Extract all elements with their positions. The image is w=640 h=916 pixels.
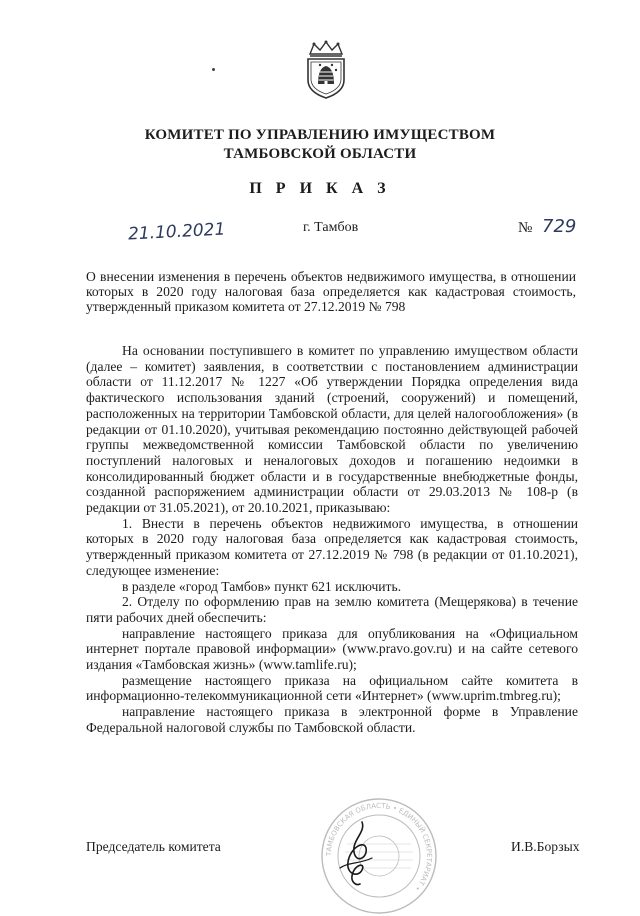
tambov-coat-of-arms-icon: [300, 40, 352, 100]
body-paragraph: размещение настоящего приказа на официальном сайте комитета в информационно-телекоммуникационной сети «Интернет» (www.uprim.tmbreg.ru);: [86, 672, 578, 704]
document-date: 21.10.2021: [127, 219, 226, 245]
svg-text:ТАМБОВСКАЯ ОБЛАСТЬ • ЕДИНЫЙ СЕ: ТАМБОВСКАЯ ОБЛАСТЬ • ЕДИНЫЙ СЕКРЕТАРИАТ •: [324, 801, 434, 893]
body-paragraph: направление настоящего приказа в электронной форме в Управление Федеральной налоговой службы по Тамбовской области.: [86, 704, 578, 735]
organization-name-line2: ТАМБОВСКОЙ ОБЛАСТИ: [223, 146, 417, 162]
document-type-title: П Р И К А З: [249, 180, 391, 197]
document-number: 729: [542, 216, 577, 237]
body-paragraph: 2. Отделу по оформлению прав на землю комитета (Мещерякова) в течение пяти рабочих дней обеспечить:: [86, 594, 578, 625]
body-paragraph: На основании поступившего в комитет по управлению имуществом области (далее – комитет) заявления, в соответствии с постановлением администрации области от 11.12.2017 № 1227 «Об утверждении Порядка определения вида фактического использования зданий (строений, сооружений) и помещений, расположенных на территории Тамбовской области, для целей налогообложения» (в редакции от 01.10.2020), учитывая рекомендацию постоянно действующей рабочей группы межведомственной комиссии Тамбовской области по увеличению поступлений налоговых и неналоговых доходов и погашению недоимки в консолидированный бюджет области и в государственные внебюджетные фонды, созданной распоряжением администрации области от 29.03.2013 № 108-р (в редакции от 31.05.2021), от 20.10.2021, приказываю:: [86, 343, 578, 516]
signatory-position: Председатель комитета: [86, 839, 221, 854]
document-city: г. Тамбов: [303, 220, 359, 235]
handwritten-signature: [332, 818, 392, 888]
organization-name-line1: КОМИТЕТ ПО УПРАВЛЕНИЮ ИМУЩЕСТВОМ: [144, 127, 496, 143]
body-paragraph: 1. Внести в перечень объектов недвижимого имущества, в отношении которых в 2020 году налоговая база определяется как кадастровая стоимость, утвержденный приказом комитета от 27.12.2019 № 798 (в редакции от 01.10.2021), следующее изменение:: [86, 515, 578, 578]
document-subject: О внесении изменения в перечень объектов недвижимого имущества, в отношении которых в 2020 году налоговая база определяется как кадастровая стоимость, утвержденный приказом комитета от 27.12.2019 № 798: [86, 269, 576, 314]
document-body: [86, 343, 578, 736]
body-paragraph: направление настоящего приказа для опубликования на «Официальном интернет портале правовой информации» (www.pravo.gov.ru) и на сайте сетевого издания «Тамбовская жизнь» (www.tamlife.ru);: [86, 625, 578, 673]
document-number-label: №: [518, 220, 533, 236]
signatory-name: И.В.Борзых: [511, 839, 580, 854]
scan-speck: [212, 68, 215, 71]
body-paragraph: в разделе «город Тамбов» пункт 621 исключить.: [122, 578, 402, 594]
